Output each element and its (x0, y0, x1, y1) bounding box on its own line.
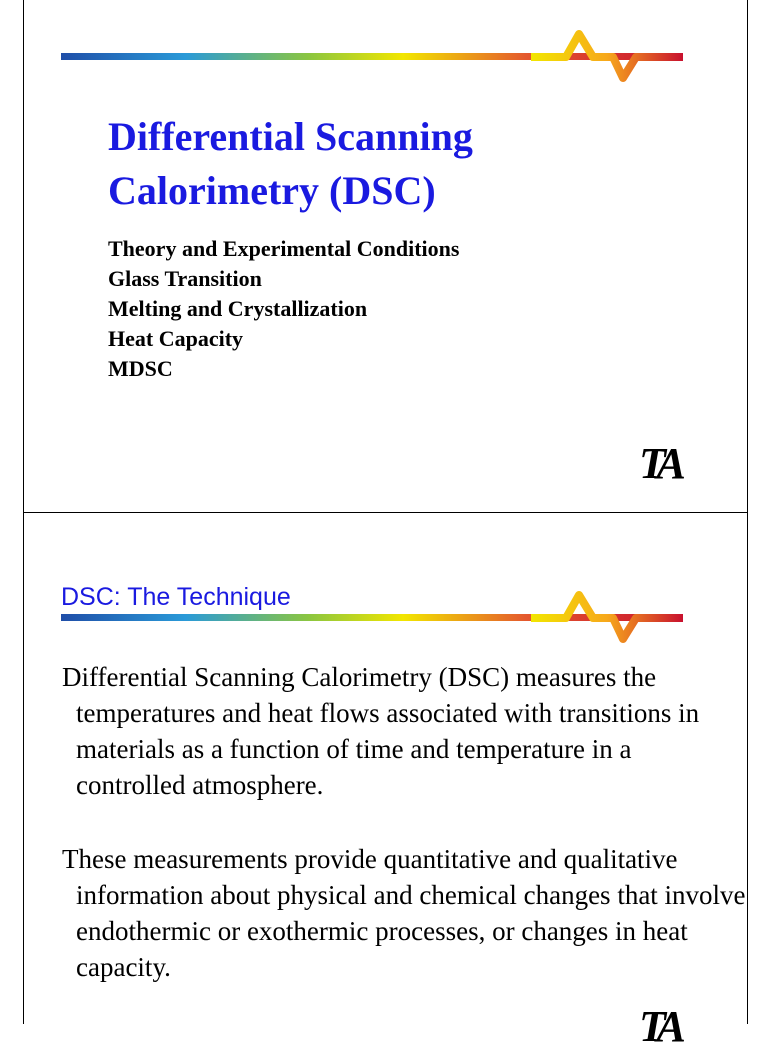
slide-title: DSC: The Technique (61, 583, 291, 611)
ta-logo-icon: TA (639, 1002, 679, 1051)
ta-logo-icon: TA (639, 439, 679, 488)
topic-item: Melting and Crystallization (108, 296, 368, 321)
topic-item: Heat Capacity (108, 326, 244, 351)
slide-1 (23, 0, 748, 513)
topic-list (108, 234, 459, 384)
slide-title-line-2: Calorimetry (DSC) (108, 168, 436, 213)
topic-item: Theory and Experimental Conditions (108, 236, 460, 261)
body-paragraph: These measurements provide quantitative and qualitative information about physical and chemical changes that involve endothermic or exothermic processes, or changes in heat capacity. (62, 844, 746, 982)
spectrum-band-icon (61, 591, 683, 641)
spectrum-band-icon (61, 30, 683, 80)
slide-title (108, 110, 473, 218)
topic-item: Glass Transition (108, 266, 262, 291)
slide-title-line-1: Differential Scanning (108, 114, 473, 159)
slide-2 (23, 513, 748, 1051)
body-paragraph: Differential Scanning Calorimetry (DSC) measures the temperatures and heat flows associated with transitions in materials as a function of time and temperature in a controlled atmosphere. (62, 662, 700, 800)
topic-item: MDSC (108, 356, 173, 381)
